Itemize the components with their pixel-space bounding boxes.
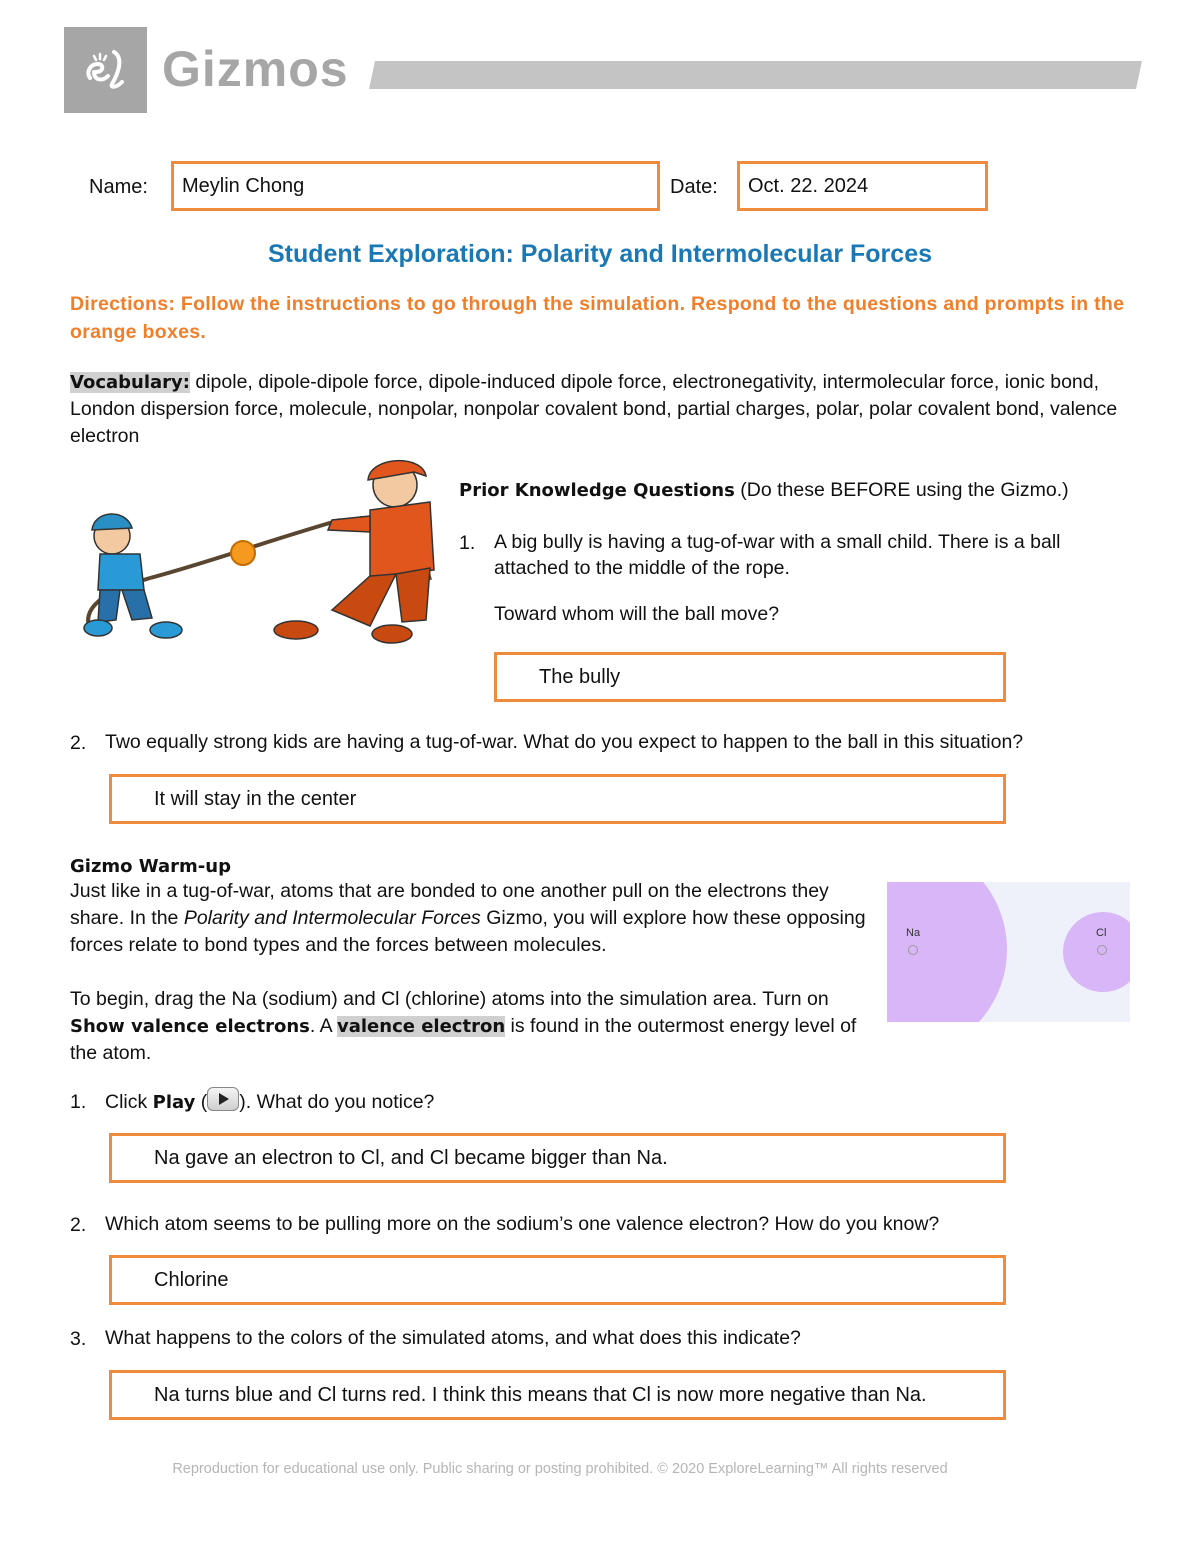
- page-title: Student Exploration: Polarity and Intermolecular Forces: [267, 240, 932, 268]
- warmup-q2-answer-box[interactable]: Chlorine: [109, 1255, 1006, 1305]
- prior-q1-answer-box[interactable]: The bully: [494, 652, 1006, 702]
- warmup-p2-text-a: To begin, drag the Na (sodium) and Cl (chlorine) atoms into the simulation area. Turn on: [70, 988, 829, 1010]
- ball-icon: [231, 541, 255, 565]
- warmup-q3-text: What happens to the colors of the simulated atoms, and what does this indicate?: [105, 1327, 801, 1349]
- warmup-p2-text-c: is found in the outermost energy level of the atom.: [70, 1015, 857, 1064]
- warmup-q1-text: [105, 1087, 805, 1116]
- warmup-paragraph-2: [70, 986, 860, 1067]
- name-label: Name:: [89, 176, 148, 198]
- warmup-q3-answer-box[interactable]: Na turns blue and Cl turns red. I think this means that Cl is now more negative than Na.: [109, 1370, 1006, 1420]
- warmup-p2-text-b: . A: [309, 1015, 337, 1037]
- atom-simulation-image: [887, 882, 1130, 1022]
- date-field[interactable]: Oct. 22. 2024: [737, 161, 988, 211]
- na-atom: [887, 882, 1007, 1022]
- name-field[interactable]: Meylin Chong: [171, 161, 660, 211]
- brand-name: Gizmos: [162, 41, 349, 97]
- warmup-heading: Gizmo Warm-up: [70, 856, 231, 877]
- na-label: Na: [906, 927, 921, 939]
- warmup-p1-gizmo-name: Polarity and Intermolecular Forces: [183, 907, 481, 929]
- tug-of-war-illustration: [70, 450, 440, 650]
- warmup-paragraph-1: [70, 878, 870, 959]
- warmup-p1-text-b: Gizmo, you will explore how these opposing forces relate to bond types and the forces between molecules.: [70, 907, 866, 956]
- warmup-q1-post: ). What do you notice?: [239, 1091, 435, 1113]
- play-button-icon: [207, 1087, 239, 1111]
- vocabulary-label: Vocabulary:: [70, 372, 190, 393]
- footer-copyright: Reproduction for educational use only. Public sharing or posting prohibited. © 2020 ExploreLearning™ All rights reserved: [172, 1461, 948, 1477]
- vocabulary: [70, 369, 1130, 450]
- warmup-q1-number: 1.: [70, 1091, 87, 1113]
- prior-q2-text: Two equally strong kids are having a tug-of-war. What do you expect to happen to the ball in this situation?: [105, 731, 1024, 753]
- warmup-q1-answer-box[interactable]: Na gave an electron to Cl, and Cl became bigger than Na.: [109, 1133, 1006, 1183]
- header-bar: [369, 61, 1142, 89]
- prior-knowledge-heading: Prior Knowledge Questions: [459, 480, 735, 501]
- prior-q2-number: 2.: [70, 732, 87, 754]
- warmup-q1-pre: Click: [105, 1091, 153, 1113]
- warmup-q2-text: Which atom seems to be pulling more on the sodium’s one valence electron? How do you know?: [105, 1213, 940, 1235]
- cl-electron: [1097, 945, 1107, 955]
- prior-knowledge-heading-line: [459, 477, 1139, 504]
- cl-label: Cl: [1096, 927, 1107, 939]
- warmup-q1-open: (: [195, 1091, 208, 1113]
- prior-q1-text: A big bully is having a tug-of-war with a small child. There is a ball attached to the middle of the rope.: [494, 531, 1061, 579]
- date-label: Date:: [670, 176, 718, 198]
- explorelearning-logo-icon: [64, 27, 147, 113]
- directions: Directions: Follow the instructions to go through the simulation. Respond to the questions and prompts in the orange boxes.: [70, 293, 1125, 343]
- vocabulary-terms: dipole, dipole-dipole force, dipole-induced dipole force, electronegativity, intermolecular force, ionic bond, London dispersion force, molecule, nonpolar, nonpolar covalent bond, partial charges, polar, polar covalent bond, valence electron: [70, 371, 1118, 447]
- child-figure: [84, 514, 182, 638]
- prior-q1-number: 1.: [459, 532, 476, 554]
- prior-q2-answer-box[interactable]: It will stay in the center: [109, 774, 1006, 824]
- prior-q1-subquestion: Toward whom will the ball move?: [494, 603, 780, 625]
- bully-figure: [274, 461, 434, 643]
- prior-knowledge-note: (Do these BEFORE using the Gizmo.): [734, 479, 1069, 501]
- valence-electron-term: valence electron: [337, 1016, 506, 1037]
- show-valence-electrons-term: Show valence electrons: [70, 1016, 310, 1037]
- warmup-q2-number: 2.: [70, 1214, 87, 1236]
- na-electron: [908, 945, 918, 955]
- el-monogram-icon: [80, 44, 132, 96]
- play-term: Play: [152, 1092, 196, 1113]
- warmup-p1-text-a: Just like in a tug-of-war, atoms that are bonded to one another pull on the electrons they share. In the: [70, 880, 829, 929]
- warmup-q3-number: 3.: [70, 1328, 87, 1350]
